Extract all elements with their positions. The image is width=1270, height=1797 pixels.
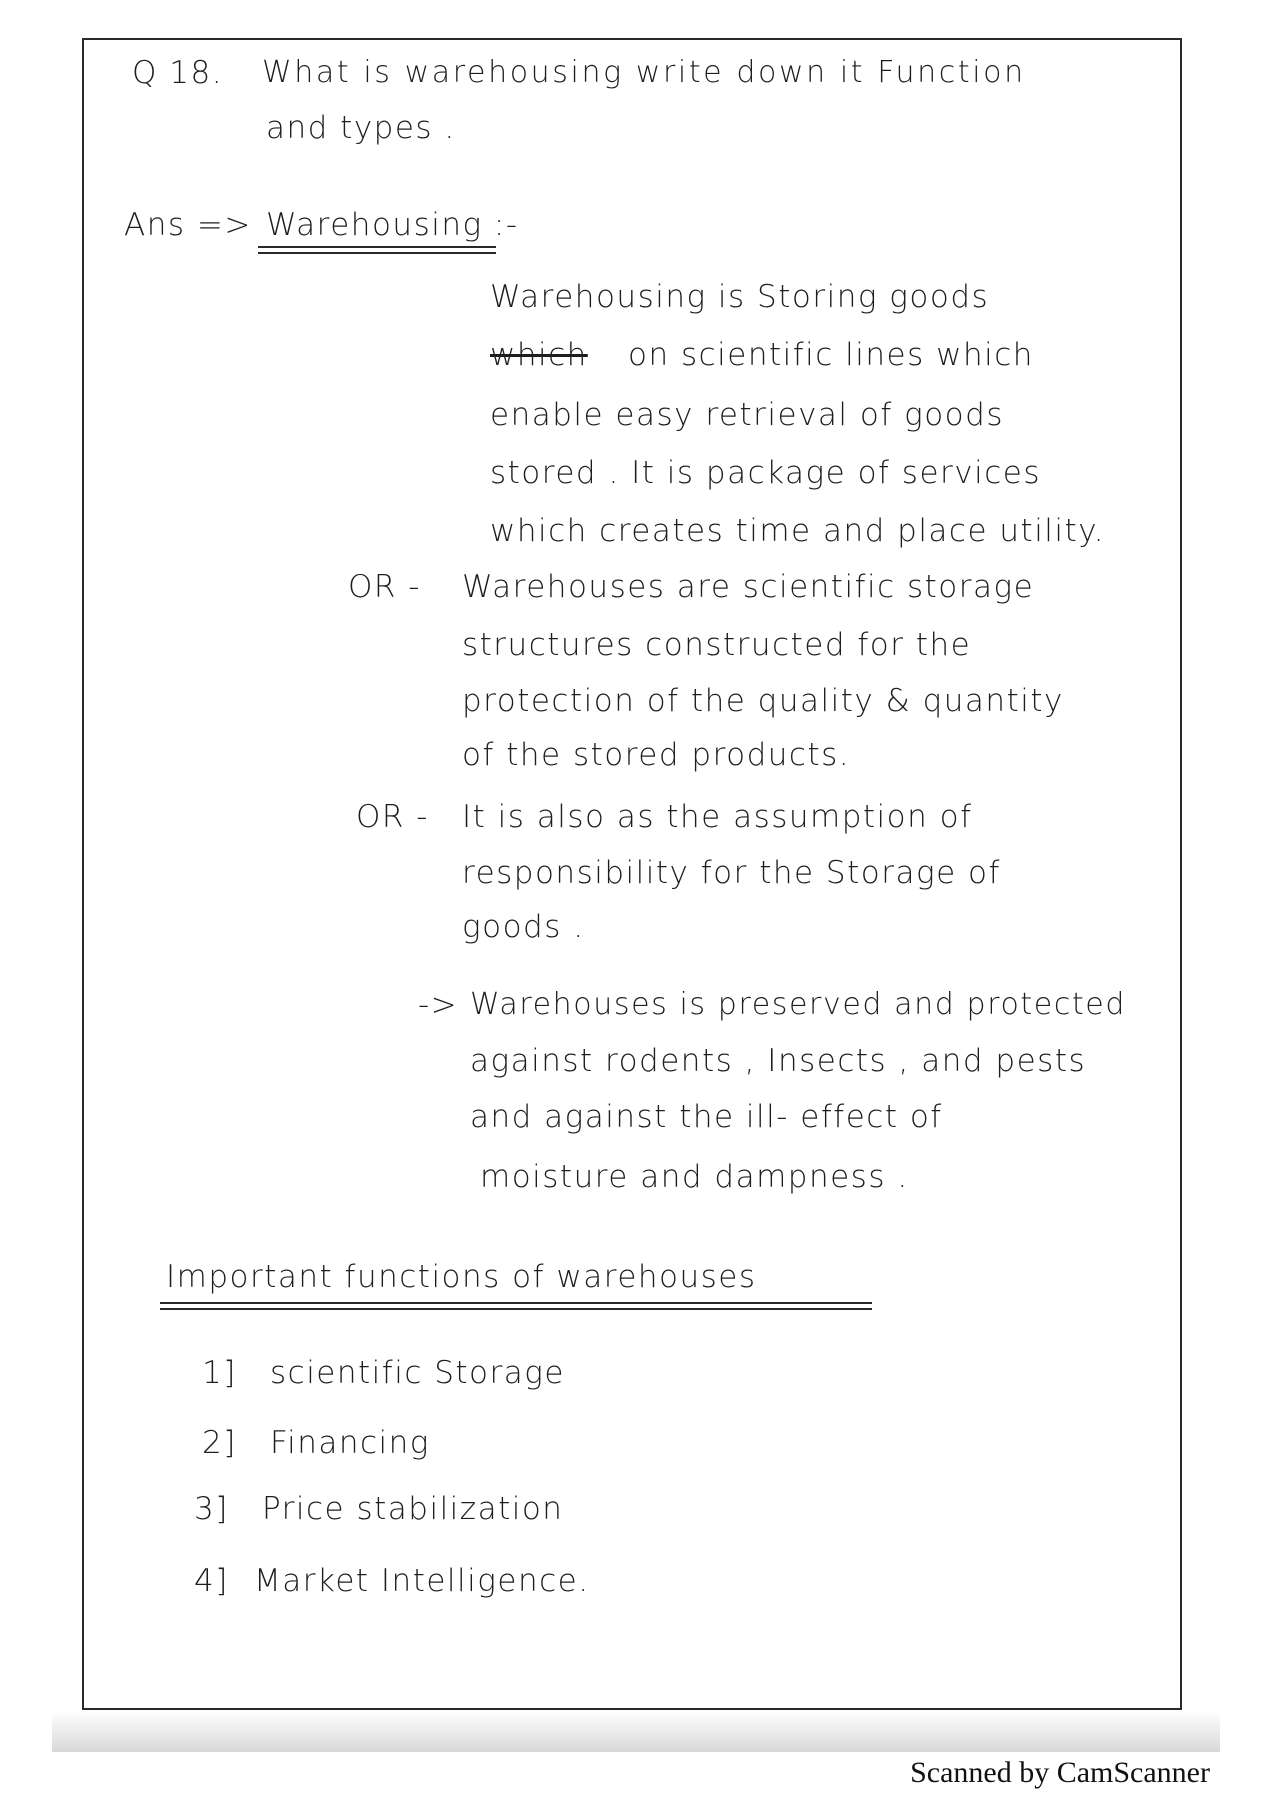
or1-line-2: structures constructed for the (462, 627, 972, 663)
or1-line-4: of the stored products. (462, 737, 851, 773)
definition-line-4: stored . It is package of services (490, 455, 1041, 491)
definition-line-5: which creates time and place utility. (490, 513, 1105, 549)
or-marker-1: OR - (348, 569, 421, 605)
function-item-2: Financing (270, 1425, 430, 1461)
scan-edge-shadow (52, 1712, 1220, 1752)
note-line-2: against rodents , Insects , and pests (470, 1043, 1087, 1079)
note-line-4: moisture and dampness . (480, 1159, 909, 1195)
function-number-4: 4] (194, 1563, 229, 1599)
note-line-1: Warehouses is preserved and protected (470, 987, 1127, 1022)
function-number-1: 1] (202, 1355, 237, 1391)
function-item-4: Market Intelligence. (254, 1563, 590, 1599)
answer-label: Ans => (124, 207, 252, 243)
definition-line-3: enable easy retrieval of goods (490, 397, 1004, 433)
definition-line-1: Warehousing is Storing goods (490, 279, 990, 315)
scanner-watermark: Scanned by CamScanner (910, 1756, 1210, 1789)
functions-heading: Important functions of warehouses (166, 1259, 757, 1295)
or2-line-3: goods . (462, 909, 585, 945)
function-item-1: scientific Storage (270, 1355, 565, 1391)
arrow-marker: -> (418, 987, 459, 1023)
or2-line-1: It is also as the assumption of (462, 799, 973, 835)
question-line-1: What is warehousing write down it Function (262, 55, 1026, 90)
answer-heading: Warehousing :- (266, 207, 519, 243)
or1-line-1: Warehouses are scientific storage (462, 569, 1035, 605)
note-line-3: and against the ill- effect of (470, 1099, 943, 1135)
question-number: Q 18. (132, 55, 224, 91)
or-marker-2: OR - (356, 799, 429, 835)
function-number-3: 3] (194, 1491, 229, 1527)
function-item-3: Price stabilization (262, 1491, 564, 1527)
struck-word: which (490, 337, 588, 373)
or1-line-3: protection of the quality & quantity (462, 683, 1064, 719)
question-line-2: and types . (266, 110, 456, 146)
function-number-2: 2] (202, 1425, 237, 1461)
definition-line-2: on scientific lines which (628, 337, 1034, 373)
or2-line-2: responsibility for the Storage of (462, 855, 1001, 891)
functions-heading-underline (160, 1302, 872, 1304)
answer-heading-underline (258, 246, 496, 248)
